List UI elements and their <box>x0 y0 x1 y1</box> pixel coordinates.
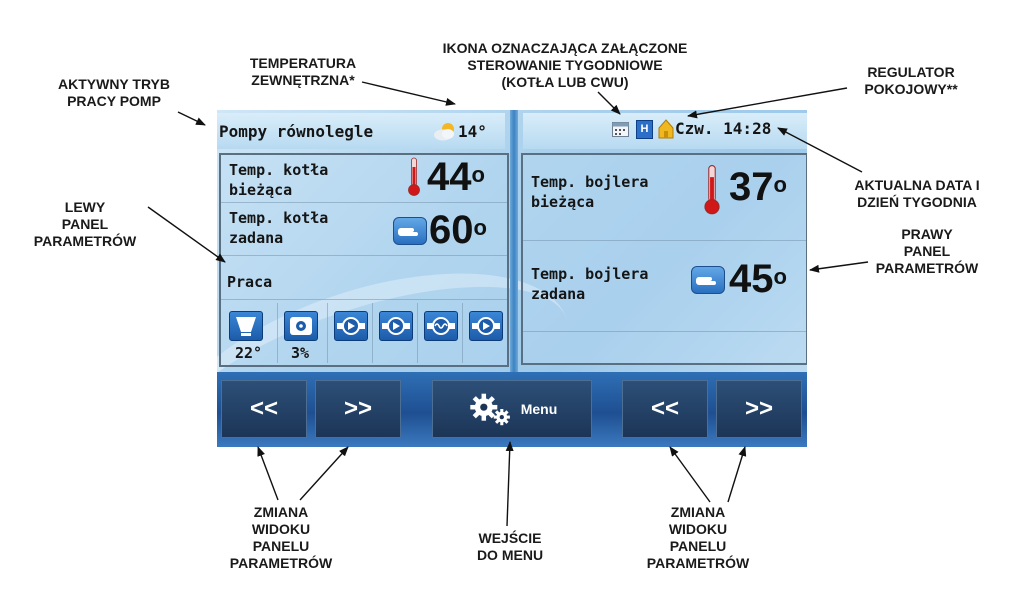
arrow-change-view-right-1 <box>670 447 710 502</box>
right-parameter-panel <box>521 153 807 365</box>
dhw-set-value[interactable] <box>729 259 787 299</box>
pump-glyph-icon <box>335 312 367 340</box>
thermometer-icon <box>703 163 721 217</box>
dhw-set-label: Temp. bojlera zadana <box>531 265 649 303</box>
arrow-change-view-left-1 <box>258 447 278 500</box>
annotation-menu-entry: WEJŚCIE DO MENU <box>476 530 544 563</box>
annotation-change-view-left: ZMIANA WIDOKU PANELU PARAMETRÓW <box>229 504 333 571</box>
annotation-left-panel: LEWY PANEL PARAMETRÓW <box>33 199 137 249</box>
degree-sign: o <box>773 172 787 197</box>
boiler-current-number: 44 <box>427 155 472 199</box>
row-divider <box>523 331 806 332</box>
circulation-pump-icon <box>424 311 458 341</box>
thermometer-icon <box>407 157 421 197</box>
row-divider <box>221 299 507 300</box>
left-parameter-panel <box>219 153 509 367</box>
pump-mode-label[interactable]: Pompy równolegle <box>219 122 374 141</box>
fan-power-value: 3% <box>291 344 310 362</box>
menu-button[interactable] <box>432 380 592 438</box>
gears-icon <box>467 391 515 427</box>
annotation-right-panel: PRAWY PANEL PARAMETRÓW <box>875 226 979 276</box>
pump-icon <box>469 311 503 341</box>
arrow-left-panel <box>148 207 225 262</box>
arrow-menu-entry <box>507 442 510 526</box>
controller-screen <box>217 110 807 447</box>
feeder-glyph-icon <box>230 312 262 340</box>
left-panel-next-button[interactable]: >> <box>315 380 401 438</box>
annotation-room-regulator: REGULATOR POKOJOWY** <box>864 64 958 97</box>
dhw-current-number: 37 <box>729 165 774 209</box>
status-bar-left <box>217 113 505 149</box>
right-panel-prev-button[interactable]: << <box>622 380 708 438</box>
hand-glyph-icon <box>692 267 724 293</box>
menu-button-label: Menu <box>520 401 558 417</box>
fan-glyph-icon <box>285 312 317 340</box>
row-divider <box>221 202 507 203</box>
fuel-feeder-icon <box>229 311 263 341</box>
panel-divider <box>510 110 518 372</box>
hand-pointer-icon[interactable] <box>393 217 427 245</box>
pump-icon <box>334 311 368 341</box>
degree-sign: o <box>773 264 787 289</box>
weather-cloud-sun-icon <box>433 122 457 142</box>
boiler-current-label: Temp. kotła bieżąca <box>229 161 329 199</box>
pump-glyph-icon <box>380 312 412 340</box>
dhw-mode-h-icon: H <box>636 120 653 139</box>
boiler-current-value <box>427 157 485 197</box>
boiler-set-label: Temp. kotła zadana <box>229 209 329 247</box>
annotation-outdoor-temp: TEMPERATURA ZEWNĘTRZNA* <box>249 55 357 88</box>
dhw-current-value <box>729 167 787 207</box>
annotation-change-view-right: ZMIANA WIDOKU PANELU PARAMETRÓW <box>646 504 750 571</box>
left-panel-prev-button[interactable]: << <box>221 380 307 438</box>
boiler-set-value[interactable] <box>429 210 487 250</box>
degree-sign: o <box>471 162 485 187</box>
dhw-set-number: 45 <box>729 257 774 301</box>
row-divider <box>221 255 507 256</box>
weekly-schedule-icon <box>612 122 629 137</box>
date-time-display: Czw. 14:28 <box>675 119 772 138</box>
hand-glyph-icon <box>394 218 426 244</box>
status-bar-right <box>523 113 807 149</box>
pump-icon <box>379 311 413 341</box>
arrow-change-view-right-2 <box>728 447 745 502</box>
circulation-glyph-icon <box>425 312 457 340</box>
annotation-weekly-icon: IKONA OZNACZAJĄCA ZAŁĄCZONE STEROWANIE TYGODNIOWE (KOTŁA LUB CWU) <box>442 40 688 90</box>
boiler-set-number: 60 <box>429 208 474 252</box>
row-divider <box>523 240 806 241</box>
right-panel-next-button[interactable]: >> <box>716 380 802 438</box>
arrow-right-panel <box>810 262 868 270</box>
degree-sign: o <box>473 215 487 240</box>
fan-icon <box>284 311 318 341</box>
outdoor-temperature: 14° <box>458 122 487 141</box>
work-status-label: Praca <box>227 273 273 291</box>
hand-pointer-icon[interactable] <box>691 266 725 294</box>
arrow-change-view-left-2 <box>300 447 348 500</box>
annotation-pump-mode: AKTYWNY TRYB PRACY POMP <box>58 76 170 109</box>
room-regulator-icon <box>657 119 675 139</box>
arrow-pump-mode <box>178 112 205 125</box>
fuel-temp-value: 22° <box>235 344 263 362</box>
annotation-current-date: AKTUALNA DATA I DZIEŃ TYGODNIA <box>854 177 980 210</box>
dhw-current-label: Temp. bojlera bieżąca <box>531 173 649 211</box>
pump-glyph-icon <box>470 312 502 340</box>
